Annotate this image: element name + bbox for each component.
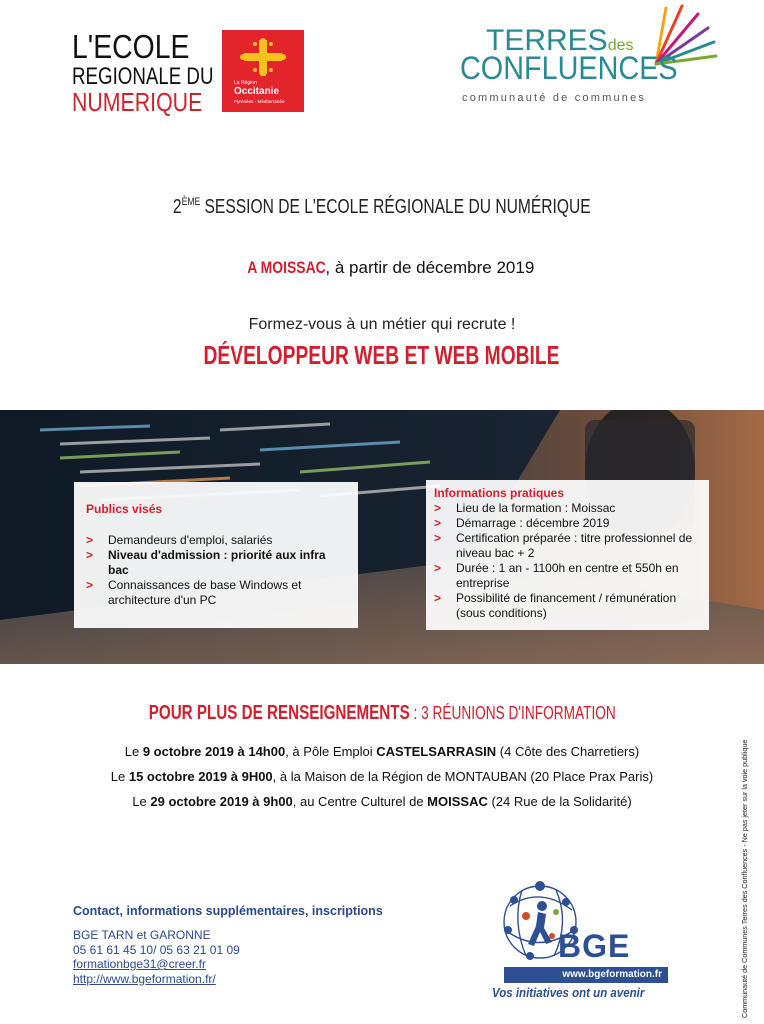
ecole-regionale-logo: [72, 30, 304, 115]
occitanie-logo: [222, 30, 304, 112]
ecole-logo-line2: REGIONALE DU: [72, 63, 214, 90]
informations-pratiques-title: Informations pratiques: [434, 486, 565, 500]
meeting-venue: , à la Maison de la Région de MONTAUBAN: [272, 769, 531, 784]
contact-website-link[interactable]: http://www.bgeformation.fr/: [73, 971, 216, 986]
list-item: [434, 531, 701, 561]
arrow-bullet-icon: >: [86, 578, 94, 592]
arrow-bullet-icon: >: [434, 501, 442, 515]
bge-slogan: Vos initiatives ont un avenir: [492, 986, 645, 1000]
contact-organization: BGE TARN et GARONNE: [73, 928, 211, 942]
ecole-logo-line3: NUMERIQUE: [72, 87, 203, 117]
meeting-date: 9 octobre 2019 à 14h00: [142, 744, 286, 759]
meeting-prefix: Le: [124, 744, 143, 759]
job-title-text: DÉVELOPPEUR WEB ET WEB MOBILE: [204, 340, 560, 370]
informations-pratiques-box: [426, 480, 709, 630]
session-number: 2: [173, 196, 182, 218]
meeting-line: [0, 794, 764, 809]
arrow-bullet-icon: >: [86, 548, 94, 562]
publics-vises-box: [74, 482, 358, 628]
ecole-logo-line1: L'ECOLE: [72, 28, 190, 65]
list-item-text: Connaissances de base Windows et architecture d'un PC: [108, 578, 302, 607]
meeting-address: (24 Rue de la Solidarité): [487, 794, 632, 809]
occitanie-name: Occitanie: [234, 86, 280, 97]
terres-word: TERRES: [486, 24, 608, 57]
session-superscript: ÈME: [181, 196, 201, 208]
arrow-bullet-icon: >: [434, 531, 442, 545]
meeting-line: [0, 744, 764, 759]
meeting-prefix: Le: [110, 769, 129, 784]
terres-des-confluences-logo: [458, 2, 720, 106]
list-item: [434, 561, 701, 591]
bge-url-banner: www.bgeformation.fr: [504, 967, 668, 983]
contact-phones: 05 61 61 45 10/ 05 63 21 01 09: [73, 942, 240, 957]
meeting-prefix: Le: [132, 794, 151, 809]
meeting-address: (4 Côte des Charretiers): [496, 744, 640, 759]
list-item: [86, 533, 346, 548]
location-line: [0, 258, 764, 278]
renseignements-title-light: : 3 RÉUNIONS D'INFORMATION: [409, 703, 616, 723]
list-item-text: Possibilité de financement / rémunération (sous conditions): [456, 591, 677, 620]
bge-wordmark: BGE: [558, 928, 631, 964]
bge-logo: [492, 876, 670, 1006]
list-item-text: Lieu de la formation : Moissac: [456, 501, 616, 515]
contact-details: [73, 928, 240, 986]
contact-email-link[interactable]: formationbge31@creer.fr: [73, 957, 206, 971]
list-item-text: Niveau d'admission : priorité aux infra bac: [108, 548, 326, 577]
list-item-text: Durée : 1 an - 1100h en centre et 550h en entreprise: [456, 561, 679, 590]
meeting-venue: , au Centre Culturel de: [292, 794, 428, 809]
des-word: des: [607, 37, 634, 54]
location-date: , à partir de décembre 2019: [325, 258, 535, 277]
list-item-text: Démarrage : décembre 2019: [456, 516, 610, 530]
vertical-legal-note-text: Communauté de Communes Terres des Confluences - Ne pas jeter sur la voie publique: [740, 739, 749, 1018]
occitanie-subtitle: Pyrénées - Méditerranée: [234, 99, 285, 104]
renseignements-title: [0, 702, 764, 725]
location-city: A MOISSAC: [246, 258, 326, 277]
arrow-bullet-icon: >: [434, 516, 442, 530]
meeting-address: (20 Place Prax Paris): [530, 769, 654, 784]
list-item: [86, 578, 346, 608]
list-item-text: Certification préparée : titre professionnel de niveau bac + 2: [456, 531, 693, 560]
meeting-city: CASTELSARRASIN: [376, 744, 497, 759]
list-item: [434, 516, 701, 531]
occitan-cross-icon: [236, 38, 290, 76]
renseignements-title-bold: POUR PLUS DE RENSEIGNEMENTS: [148, 702, 410, 724]
arrow-bullet-icon: >: [434, 591, 442, 605]
session-title: [0, 196, 764, 219]
list-item: [434, 591, 701, 621]
job-title: [0, 340, 764, 371]
meeting-date: 29 octobre 2019 à 9h00: [150, 794, 293, 809]
session-title-text: SESSION DE L'ECOLE RÉGIONALE DU NUMÉRIQUE: [200, 196, 591, 218]
meeting-city: MOISSAC: [427, 794, 488, 809]
list-item-text: Demandeurs d'emploi, salariés: [108, 533, 273, 547]
arrow-bullet-icon: >: [434, 561, 442, 575]
occitanie-region-label: La Région: [234, 80, 257, 86]
meeting-line: [0, 769, 764, 784]
list-item: [434, 501, 701, 516]
meeting-venue: , à Pôle Emploi: [285, 744, 377, 759]
arrow-bullet-icon: >: [86, 533, 94, 547]
list-item: [86, 548, 346, 578]
contact-title: Contact, informations supplémentaires, inscriptions: [73, 904, 383, 918]
terres-logo-line2: CONFLUENCES: [460, 50, 678, 86]
terres-logo-subtitle: communauté de communes: [462, 92, 647, 104]
publics-vises-title: Publics visés: [86, 502, 163, 516]
vertical-legal-note: [728, 688, 752, 1018]
tagline: Formez-vous à un métier qui recrute !: [248, 316, 516, 333]
meeting-date: 15 octobre 2019 à 9H00: [128, 769, 273, 784]
